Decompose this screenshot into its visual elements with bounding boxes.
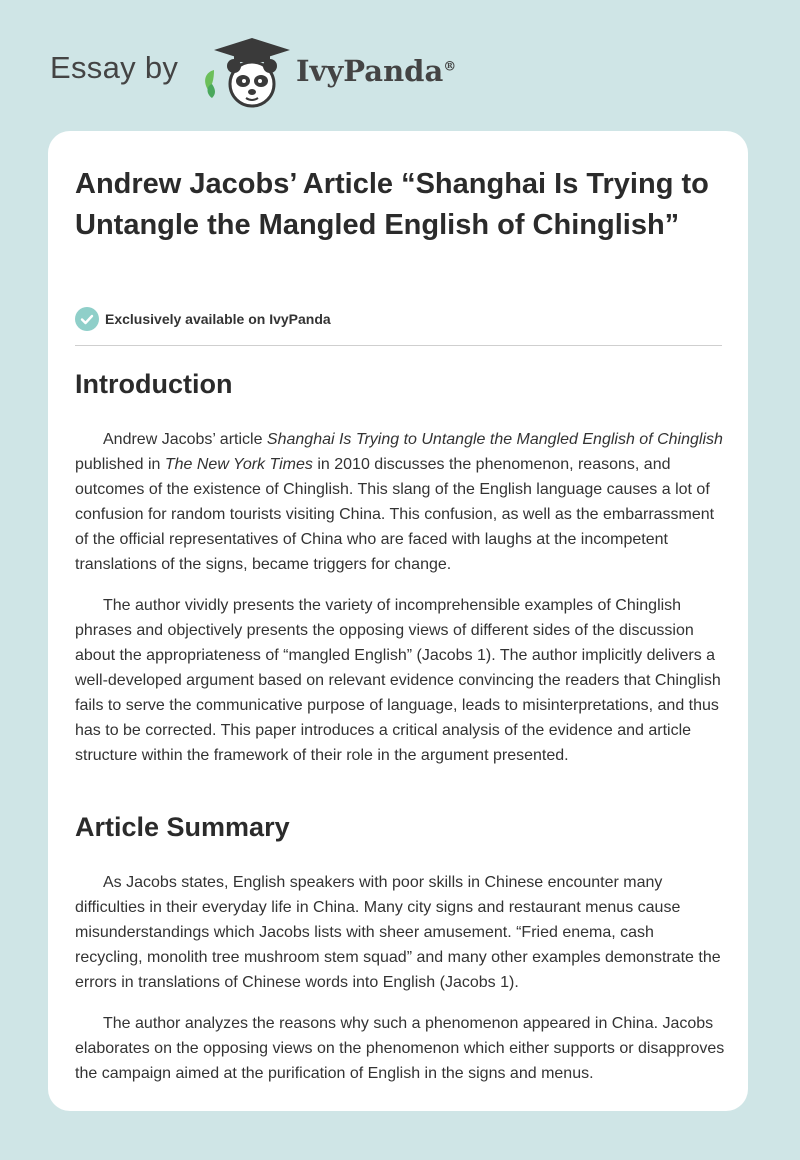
ivypanda-logo-icon[interactable]: [200, 36, 296, 108]
exclusive-badge: [75, 307, 331, 331]
divider: [75, 345, 722, 346]
site-header: [46, 36, 546, 108]
section-heading-article-summary: Article Summary: [75, 812, 290, 842]
check-circle-icon: [75, 307, 99, 331]
paragraph: Andrew Jacobs’ article Shanghai Is Trying to Untangle the Mangled English of Chinglish published in The New York Times in 2010 discusses the phenomenon, reasons, and outcomes of the existence of Chinglish. This slang of the English language causes a lot of confusion for random tourists visiting China. This confusion, as well as the embarrassment of the official representatives of China who are faced with laughs at the incompetent translations of the signs, became triggers for change.: [75, 431, 723, 573]
exclusive-badge-label: Exclusively available on IvyPanda: [105, 311, 331, 327]
brand-name[interactable]: IvyPanda®: [296, 54, 457, 88]
section-heading-introduction: Introduction: [75, 369, 233, 399]
essay-by-label: Essay by: [50, 50, 179, 85]
page-title: Andrew Jacobs’ Article “Shanghai Is Trying to Untangle the Mangled English of Chinglish”: [75, 168, 709, 241]
paragraph: As Jacobs states, English speakers with poor skills in Chinese encounter many difficulties in their everyday life in China. Many city signs and restaurant menus cause misunderstandings which Jacobs lists with sheer amusement. “Fried enema, cash recycling, monolith tree mushroom stem squad” and many other examples demonstrate the errors in translations of Chinese words into English (Jacobs 1).: [75, 874, 721, 991]
paragraph: The author vividly presents the variety of incomprehensible examples of Chinglish phrases and objectively presents the opposing views of different sides of the discussion about the appropriateness of “mangled English” (Jacobs 1). The author implicitly delivers a well-developed argument based on relevant evidence convincing the readers that Chinglish fails to serve the communicative purpose of language, leads to misinterpretations, and thus has to be corrected. This paper introduces a critical analysis of the evidence and article structure within the framework of their role in the argument presented.: [75, 597, 721, 764]
paragraph: The author analyzes the reasons why such a phenomenon appeared in China. Jacobs elaborates on the opposing views on the phenomenon which either supports or disapproves the campaign aimed at the purification of English in the signs and menus.: [75, 1015, 725, 1082]
essay-card: [48, 131, 748, 1111]
